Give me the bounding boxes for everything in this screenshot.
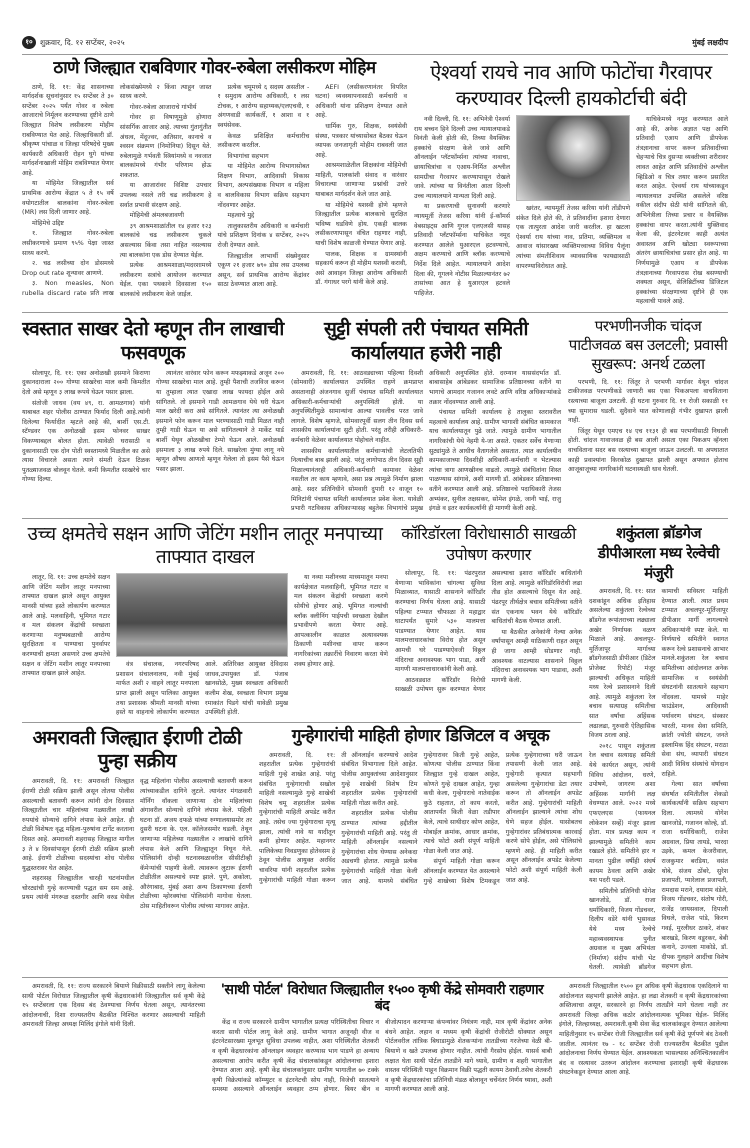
article-text [212,1018,552,1095]
paragraph: अमरावती, दि. ११: शहरातील प्रत्येक गुन्हेगारांची माहिती गुन्हे शाखेत आहे. परंतु संबंधित गुन्हेगाराची सखोल माहिती नसल्यामुळे गुन्हे शाखेची विशेष चमू शहरातील प्रत्येक गुन्हेगारांची माहिती अपडेट करीत आहे. तसेच ज्या गुन्हेगाराचा मृत्यू झाला, त्यांची नावे या यादीतून कमी होणार आहेत. महानगर पालिकेच्या निवडणुका होतेवसम हे ठेवून पोलीस आयुक्त अरविंद चावरिया यांनी शहरातील प्रत्येक गुन्हेगारांची माहिती गोळा करून ती ऑनलाईन करण्याचे आदेश संबंधित विभागाला दिले आहेत. पोलीस आयुक्तांच्या आदेशानुसार गुन्हे शाखेची विशेष टिम शहरातील प्रत्येक गुन्हेगारांची माहिती गोळा करीत आहे. [259,751,418,884]
issue-date: शुक्रवार, दि. १२ सप्टेंबर, २०२५ [40,38,125,47]
article-center [212,982,552,1095]
paragraph: ३९ आश्रमशाळांतील १४ हजार १२३ बालकांचे चढ लसीकरण चुकले असल्यास किंवा तसा नाहित नसल्यास त्या बालकांना एक डोस देण्यात येईल. [119,222,212,259]
paragraph: महत्वाचे मुद्दे [227,212,255,220]
story-corridor [395,523,582,695]
headline: परभणीनजीक चांदज पाटीजवळ बस उलटली; प्रवासी सुखरूप: अनर्थ टळला [568,316,728,373]
paragraph: वंत्र संचालक, नगरपरिषद प्रशासन संचालनालय, नवी मुंबई मार्फत अशी २ वाहने लातूर मनपाला प्राप्त झाली असून पालिका आयुक्त तथा प्रशासक श्रीमती मानसी यांच्या हस्ते या वाहनाचे लोकार्पण करण्यात आले. अतिरिक्त आयुक्त देविदास जाधव,उपायुक्त डॉ. पंजाब खानसोळे, मुख्य स्वच्छता अधिकारी कलीम शेख, स्वच्छता विभाग प्रमुख रमाकांत पिडगे यांची यावेळी प्रमुख उपस्थिती होती. [116,661,288,717]
paragraph: १. जिल्ह्यात गोवर-रुबेला लसीकरणाचे प्रमाण ९५% पेक्षा जास्त साध्य करणे. [22,230,114,257]
story-aishwarya [414,59,728,308]
row-3-4 [22,523,728,973]
paragraph: लातूर, दि. ११: उच्च क्षमतेचे सक्षन आणि जेटिंग मशीन लातूर मनपाच्या ताफ्यात दाखल झाले असून आयुक्त मानसी यांच्या हस्ते लोकार्पण करण्यात आले आहे. मलवाहिनी, भूमिगत गटार व मल संकलन केंद्रांची स्वच्छता करणाऱ्या मनुष्यबळाची आरोग्य सुरक्षितता व पाण्याचा पुनर्वापर करण्याची क्षमता असणारे उच्च क्षमतेचे सक्षन व जेटिंग मशीन लातूर मनपाच्या ताफ्यात दाखल झाले आहेत. [22,574,110,678]
story-shakuntala [589,523,728,973]
paragraph: याचिकेमध्ये नमूद करण्यात आले आहे की, अनेक अज्ञात पक्ष आणि प्रतिवादी एआय आणि डीपफेक तंत्रज्ञानाचा वापर करून प्रतिवादींच्या चेहऱ्याचे चित्र दुसऱ्या व्यक्तीच्या शरीरावर लावत आहेत आणि प्रतिवादीचे अश्लील व्हिडिओ व चित्र तयार करून प्रसारित करत आहेत. ऐश्वर्या राय यांच्याकडून न्यायालयात उपस्थित असलेले वरिष्ठ वकील संदीप सेठी यांनी सांगितले की, अभिनेत्रीला तिच्या प्रचार व वैयक्तिक हक्कांचा वापर करता.त्यांनी युक्तिवाद केला की, इंटरनेटवर काही अत्यंत अवास्तव आणि खोट्या स्वरूपाच्या अंतरंग छायाचित्रांचा प्रसार होत आहे. या निर्णयामुळे एआय व डीपफेक तंत्रज्ञानाच्या गैरवापरास रोख बसण्याची शक्यता असून, सेलिब्रिटींच्या डिजिटल हक्कांच्या संरक्षणाच्या दृष्टीने ही एक महत्वाची पावले आहे. [636,116,728,306]
headline: अमरावती जिल्ह्यात ईराणी टोळी पुन्हा सक्रीय [32,727,242,773]
paragraph: सोलापूर, दि. ११: एका अनोळखी इसमाने किराणा दुकानदाराला २०० गोण्या साखरेचा माल कमी किमतीत देतो असे म्हणून ३ लाख रूपये घेऊन पसार झाला. [22,369,150,397]
headline: शकुंतला ब्रॉडगेज डीपीआरला मध्य रेल्वेची मंजुरी [597,524,720,583]
headline: कॉरिडॉरला विरोधासाठी साखळी उपोषण करणार [401,524,576,565]
paragraph: मोहिमेचे उद्दिष्ट [32,219,64,227]
row-3 [22,523,582,718]
paragraph: प्रत्येक आश्रमशाळा/मदरशामध्ये लसीकरण सत्रांचे आयोजन करण्यात येईल. एका पथकाने दिवसाला १५० बालकांचे लसीकरण केले जाईल. [119,262,212,299]
paragraph: या मोहिमेचे यशस्वी होणे म्हणजे जिल्ह्यातील प्रत्येक बालकाचे सुरक्षित भविष्य घडविणे होय. एकही बालक लसीकरणापासून वंचित राहणार नाही, याची विशेष काळजी घेण्यात येणार आहे. [315,201,407,248]
paragraph: शासकीय कार्यालयातील कर्मचाऱ्यांची लेटलतिफी नित्याचीच बाब झाली आहे. परंतु लागोपाठ तीन दिवस सुट्टी मिळाल्यानंतरही अधिकारी-कर्मचारी कामावर वेळेवर नसतील तर काय म्हणावे, असा प्रश्न त्यामुळे निर्माण झाला आहे. सदर प्रतिनिधीने सोमवारी दुपारी १२ वाजून १० मिनिटांनी पंचायत समिती कार्यालयात प्रवेश केला. यावेळी प्रभारी गटविकास अधिकाऱ्यासह बहुतेक विभागांचे प्रमुख अधिकारी अनुपस्थित होते. दरम्यान याससंदर्भात डॉ. बाबासाहेब आंबेडकर सामाजिक प्रतिष्ठानच्या वतीने या भागाचे आमदार गजानन लवटे आणि वरिष्ठ अधिकाऱ्यांकडे तक्रार नोंदवण्यात आली आहे. [291,369,561,513]
story-criminal-data [259,727,582,886]
paragraph: या मोहिमेत जिल्ह्यातील सर्व प्राथमिक आरोग्य केंद्रात ५ ते १५ वर्षे वयोगटातील बालकांना गोवर-रुबेला (MR) लस दिली जाणार आहे. [22,180,114,217]
paragraph: अमरावती, दि. ११: सात दशकांहून अधिक इतिहास असलेल्या शकुंतला रेल्वेच्या ब्रॉडगेज रूपांतराच्या लढ्याला अखेर निर्णायक वळण मिळाले आहे. अचलपूर-मूर्तिजापूर मार्गाच्या ब्रॉडगेजसाठी डीपीआर (डिटेल प्रोजेक्ट रिपोर्ट) मंजूर झाल्याची अधिकृत माहिती मध्य रेल्वे प्रशासनाने दिली आहे. त्यामुळे शकुंतला रेल बचाव सत्याग्रह समितीचा सात वर्षांचा अहिंसक लढालढा, गुरुवारी ऐतिहासिक विजय ठरला आहे. [589,588,656,740]
paragraph: अमरावती, दि. ११: आठवड्याच्या पहिल्या दिवशी (सोमवारी) कार्यालयात उपस्थित राहणे क्रमप्राप्त असतानाही अंजनगाव सुर्जी पंचायत समिती कार्यालयात अधिकारी-कर्मचाऱ्यांची अनुपस्थिती होती. या अनुपस्थितीमुळे सामान्यांना आल्या पावलीच परत जावे लागले. विशेष म्हणजे, सोमवारपूर्वी सलग तीन दिवस सर्व शासकीय कार्यालयांना सुटी होती. परंतु तरीही अधिकारी-कर्मचारी वेळेवर कार्यालयात पोहोचले नाहीत. [291,369,423,445]
paragraph: ३. Non measles, Non rubella discard rate प्रति लाख लोकसंख्येमध्ये २ किंवा त्याहून जास्त साध्य करणे. [22,83,212,298]
headline: सुट्टी संपली तरी पंचायत समिती कार्यालयात हजेरी नाही [324,317,528,364]
headline: ठाणे जिल्ह्यात राबविणार गोवर-रुबेला लसीकरण मोहिम [53,58,376,78]
headline: उच्च क्षमतेचे सक्षन आणि जेटिंग मशीन लातूर मनपाच्या ताफ्यात दाखल [27,523,383,569]
paragraph: गेल्या सात वर्षांच्या संघर्षात समितीतील शेकडो कार्यकर्त्यांनी सक्रिय सहभाग दिला. त्यामध्ये योगेश खानजोडे, गजानन कोल्हे, डॉ. राजा धर्माधिकारी, राजेश अग्रवाल, प्रिया तायडे, भारदा उइके, कमल केजरीवाल, राजकुमार बरडिया, वसंत थोबे, संजय ठोंबरे, सुरेश प्रजापती, प्यारेलाल प्रजापती, रामदास मराने, दयाराम वंडेले, विजय गोंडचवर, संतोष गोरी, राजेंद्र जायसवाल, दिपाली विघले, राजेश पांडे, किरण गवई, मुरलीधर ठाकरे, शंकर बारखडे, किरण वडूरकर, बेबी कनाने, उज्वला माकोडे, डॉ. दीपक गुलहाने आदींचा विशेष सहभाग होता. [661,781,728,971]
article-body [259,751,582,886]
story-parbhani-bus [568,317,728,476]
paragraph: या प्रकरणाची सुनावणी करणारे न्यायमूर्ती तेजस करिया यांनी ई-कॉमर्स वेबसाइट्स आणि गूगल एलएलसी यासह प्रतिवादी प्लॅटफॉर्म्सना याचिकेत नमूद करण्यात आलेले युआरएल हटवण्याचे, अक्षम करण्याचे आणि ब्लॉक करण्याचे निर्देश दिले आहेत. न्यायालयाने आदेश दिला की, गूगलने नोटीस मिळाल्यानंतर ७२ तासांच्या आत हे युआरएल हटवले पाहिजेत. [414,203,510,297]
paper-name: मुंबई लक्षदीप [692,38,728,47]
paragraph: जिंतूर येथून एमएच १४ एच ११३१ ही बस परभणीसाठी निघाली होती. चांदज गावाजवळ ही बस आली असता एका पिकअप व्हॅनला वाचविताना सदर बस रस्त्याच्या बाजूला जाऊन उलटली. या अपघातात काही प्रवाश्यांना किरकोळ दुखापत झाली असून अपघात होताच आजूबाजूच्या नागरिकांनी घटनास्थळी धाव घेतली. [568,427,728,474]
jetting-machine-photo [116,573,288,657]
paragraph: पालक, शिक्षक व ग्रामस्थांनी सहकार्य करून ही मोहीम यशस्वी करावी, असे आवाहन जिल्हा आरोग्य अधिकारी डॉ. गंगाधर परगे यांनी केले आहे. [315,250,408,287]
paragraph: गोवर-रुबेला आजाराचे गांभीर्य [129,103,197,111]
paragraph: अमरावती जिल्ह्यातील १५०० हून अधिक कृषी केंद्रधारक एकदिलाने या आंदोलनात सहभागी झालेले आहेत. हा लढा शेतकरी व कृषी केंद्रधारकांच्या अस्तित्वाचा असून, सरकारने हा निर्णय तातडीने मागे घेतला नाही तर अमरावती जिल्हा अधिक कठोर आंदोलनात्मक भूमिका घेईल- मिलिंद इंगोले, जिल्हाध्यक्ष, अमरावती.कृषी सेवा केंद्र चालकांकडून देण्यात आलेल्या माहितीनुसार १५ सप्टेंबर रोजी जिल्ह्यातील सर्व कृषी केंद्रे पूर्णपणे बंद ठेवली जातील. त्यानंतर १७ - १८ सप्टेंबर रोजी राज्यस्तरीय बैठकीत पुढील आंदोलनाचा निर्णय घेण्यात येईल. आवश्यकता भासल्यास अनिश्चितकालीन बंद व रस्त्यावर उतरून आंदोलन करण्याचा इशाराही कृषी केंद्रधारक संघटनेकडून देण्यात आला आहे. [559,983,728,1077]
row-2 [22,317,728,514]
section-divider [22,722,582,723]
article-body [22,83,407,300]
article-body [568,378,728,475]
paragraph: केवळ प्रशिक्षित कर्मचारीच लसीकरण करतील. [217,132,310,150]
article-body [395,569,582,695]
paragraph: या मोहिमेत आरोग्य विभागासोबत शिक्षण विभाग, आदिवासी विकास विभाग, अल्पसंख्याक विभाग व महिला व बालविकास विभाग सक्रिय सहभाग नोंदवणार आहेत. [217,163,310,209]
paragraph: संतोजी जाधव (वय ४९, रा. आमळगाव) यांनी याबाबत शहर पोलीस ठाण्यात फिर्याद दिली आहे.त्यांनी दिलेल्या फिर्यादीत म्हटले आहे की, बार्शी एस.टी. स्टॅण्डवर एक अनोळखी इसम फोनवर साखर विकण्याबद्दल बोलत होता. त्यावेळी घरासाठी व दुकानासाठी एक दोन पोती स्वस्तामध्ये मिळतील का असे त्यास विचारले असता त्याने संमती देऊन टिळक पुतळ्याजवळ बोलवून घेतले. कमी किमतीत साखरेचे चार गोण्या दिल्या. [22,399,150,484]
paragraph: समितीचे प्रतिनिधी योगेश खानजोडे, डॉ. राजा धर्माधिकारी, विजय गोंडचवर, दिलीप वडेरे यांनी भुसावळ येथे मध्य रेल्वेचे महाव्यवस्थापक पुनीत अग्रवाल व मुख्य अभियंता (निर्माण) संदीप यांची भेट घेतली. त्यावेळी ब्रॉडगेज कामाची सविस्तर माहिती देण्यात आली. त्यात प्रथम टप्प्यात अचलपूर-मूर्तिजापूर डीपीआर मार्गी लागल्याचे अधिकाऱ्यांनी स्पष्ट केले. या निर्णयाचे समितीने स्वागत करून रेल्वे प्रशासनाचे आभार मानले.शकुंतला रेल बचाव समितीच्या आंदोलनात अनेक सामाजिक व स्वयंसेवी संघटनांनी सातत्याने सहभाग नोंदवला. यामध्ये माहेर फाउंडेशन, आदिवासी पर्यावरण संघटन, संस्कार भारती, मानव सेवा समिति, क्रांती ज्योती संघटन, जनते इस्लामिक हिंद संघटन, मराठा सेवा संघ, व्यापारी संघटन आदी विविध संस्थांचे योगदान राहिले. [589,588,728,972]
story-irani-gang [22,727,252,911]
article-column [22,573,110,680]
article-body [589,587,728,973]
paragraph: या नव्या मशीनच्या माध्यमातून मनपा कार्यक्षेत्रात मलवाहिनी, भूमिगत गटार व मल संकलन केंद्रांची स्वच्छता करणे सोयीचे होणार आहे. भूमिगत नाल्यांची ब्लॉक क्लीनिंग पाईपची स्वच्छता देखील प्रभावीपणे करता येणार आहे. आपत्कालीन काळात अत्यावश्यक ठिकाणी मशीनचा वापर करून नागरिकांच्या तक्रारींचे निवारण करता येणे शक्य होणार आहे. [294,574,388,668]
paragraph: सोलापूर, दि. ११: पंढरपुरात येणाऱ्या भाविकांना चांगल्या सुविधा मिळाव्यात, यासाठी शासनाने कॉरिडॉर करण्याचा निर्णय घेतला आहे. यासाठी पहिल्या टप्प्यात चौफाळा ते महाद्वार घाटापर्यंत सुमारे ५३० मालमत्ता पाडण्यात येणार आहेत. यास मालमत्ताधारकांचा विरोध होत असून आमची घरे पाडण्याऐवजी विठ्ठल मंदिराचा अनावश्यक भाग पाडा, अशी मागणी मालमत्ताधारकांनी केली आहे. [395,570,486,674]
story-sugar-fraud [22,317,284,485]
paragraph: अमरावती, दि. ११: राज्य सरकारने बियाणे विक्रीसाठी सक्तीने लागू केलेल्या साथी पोर्टल विरोधात जिल्ह्यातील कृषी केंद्रधारकांनी जिल्ह्यातील सर्व कृषी केंद्रे १५ सप्टेंबरला एक दिवस बंद ठेवण्याचा निर्णय घेतला असून, त्यानंतरच्या आंदोलनाची, दिशा राज्यस्तरीय बैठकीत निश्चित करणार असल्याची माहिती अमरावती जिल्हा अध्यक्ष मिलिंद इंगोले यांनी दिली. [22,983,205,1029]
paragraph: ठाणे, दि. ११: केंद्र शासनाच्या मार्गदर्शक सूचनांनुसार १५ सप्टेंबर ते ३० सप्टेंबर २०२५ पर्यंत गोवर व रुबेला आजाराचे निर्मूलन करण्याच्या दृष्टीने ठाणे जिल्ह्यात विशेष लसीकरण मोहीम राबविण्यात येत आहे. जिल्हाधिकारी डॉ. श्रीकृष्ण पांचाळ व जिल्हा परिषदेचे मुख्य कार्यकारी अधिकारी रोहन घुगे यांच्या मार्गदर्शनाखाली मोहिम राबविण्यात येणार आहे. [22,83,114,177]
paragraph: आठवड्यात कॉरिडॉर विरोधी साखळी उपोषण सुरू करण्यात येणार असल्याचा इशारा कॉरिडॉर बाधितांनी दिला आहे. त्यामुळे कॉरिडॉरविरोधी लढा तीव्र होत असल्याचे दिसून येत आहे. पंढरपूर तीर्थक्षेत्र बचाव समितीच्या वतीने संत एकनाथ भवन येथे कॉरिडॉर बाधितांची बैठक घेण्यात आली. [395,570,582,694]
paragraph: या बैठकीत अनेकांनी गेल्या अनेक वर्षांपासून आम्ही याठिकाणी राहत असून ही जागा आम्ही सोडणार नाही. आवश्यक वाटल्यास शासनाने विठ्ठल मंदिराचा अनावश्यक भाग पाडावा, अशी मागणी केली. [491,628,582,684]
section-divider [22,977,728,978]
paragraph: अमरावती, दि. ११: अमरावती जिल्ह्यात ईराणी टोळी सक्रिय झाली असून तोतया पोलीस असल्याची बतावणी करून त्यांनी दोन दिवसात जिल्ह्यातील चार महिलांच्या गळ्यातील लाखो रुपयांचे सोन्याचे दागिने लंपास केले आहेत. ही टोळी विशेषतः वृद्ध महिला-पुरुषांना टार्गेट करताना दिसत आहे. अमरावती शहरासह जिल्ह्यात मागील ३ ते ४ दिवसांपासून ईराणी टोळी सक्रिय झाली आहे. ईराणी टोळीच्या सदस्यांचा शोध पोलीस युद्धस्तरावर घेत आहेत. [22,778,134,872]
paragraph: AEFI (लसीकरणानंतर विपरित घटना) व्यवस्थापनासाठी कर्मचारी व अधिकारी यांना प्रशिक्षण देण्यात आले आहे. [315,83,407,120]
headline: ऐश्वर्या रायचे नाव आणि फोटोंचा गैरवापर करण्यावर दिल्ली हायकोर्टाची बंदी [430,60,712,110]
article-columns [414,115,728,308]
story-sathi-portal [22,982,728,1095]
aishwarya-photo [516,115,630,201]
paragraph: आश्रमशाळेतील शिक्षकांना मोहिमेची माहिती, पालकांशी संवाद व वारंवार विचारल्या जाणाऱ्या प्रश्नांची उत्तरे याबाबत मार्गदर्शन केले जात आहे. [315,162,407,199]
article-body [22,369,284,485]
article-columns [22,573,388,718]
header-divider [22,54,728,55]
article-body [22,777,252,911]
story-panchayat [291,317,561,514]
paragraph: केंद्र व राज्य सरकारने ग्रामीण भागातील प्रत्यक्ष परिस्थितीचा विचार न करता साथी पोर्टल लागू केले आहे. ग्रामीण भागात अजूनही वीज व इंटरनेटसारख्या मूलभूत सुविधा उपलब्ध नाहीत, अशा परिस्थितीत शेतकरी व कृषी केंद्रधारकांना ऑनलाइन व्यवहार करण्यास भाग पाडणे हा अन्याय असल्याचा आरोप करीत कृषी केंद्र संचालकांकडून आंदोलनाचा इशारा देण्यात आला आहे. कृषी केंद्र संचालकांनुसार ग्रामीण भागातील ७० टक्के कृषी विक्रेत्यांकडे कॉम्प्युटर व इंटरनेटची सोय नाही, विजेची सातत्याने समस्या असल्याने ऑनलाईन व्यवहार ठप्प होणार. बियर बीन व बीजोत्पादन करणाऱ्या कंपन्यांवर नियंत्रण नाही, मात्र कृषी केंद्रांवर अनेक बंधने आहेत. लहान व मध्यम कृषी केंद्रांची रोजीरोटी धोक्यात असून पोर्टलवरील तांत्रिक बिघाडामुळे शेतकऱ्यांना तातडीच्या गरजेच्या वेळी बी-बियाणे व खते उपलब्ध होणार नाहीत. त्यांची गैरसोय होईल. यासर्व बाबी लक्षात घेता साथी पोर्टल तातडीने मागे घ्यावे, ग्रामीण व शहरी भागातील वास्तव परिस्थिती पाहून विक्रमान विक्री पद्धती कायम ठेवावी.तसेच शेतकरी व कृषी केंद्रधारकांचा प्रतिनिधी मंडळ बोलावून चर्चेनंतर निर्णय घ्यावा, अशी मागणी करण्यात आली आहे. [212,1019,552,1094]
paragraph: विभागांचा सहभाग [227,152,269,160]
article-text [516,204,630,271]
headline: 'साथी पोर्टल' विरोधात जिल्ह्यातील १५०० कृषी केंद्रे सोमवारी राहणार बंद [220,982,544,1015]
article-column [116,573,288,718]
section-divider [22,312,728,313]
page-header [22,36,728,50]
paragraph: शहरासह जिल्ह्यातील चारही घटनांमधील चोरट्यांची गुन्हे करण्याची पद्धत सम सम आहे. प्रथम त्यांनी मंगरूळ दस्तगीर आणि वरुड येथील वृद्ध महिलांना पोलीस असल्याची बतावणी करून त्यांच्याकडील दागिने लुटले. त्यानंतर मंगळवारी मॉर्निंग वॉकला जाणाऱ्या दोन महिलांच्या अंगावरील सोन्याचे दागिने लंपास केले. पहिली घटना डॉ. अजय दफळे यांच्या रुग्णालयासमोर तर दुसरी घटना के. एल. कॉलेजसमोर घडली. तेथून जाणाऱ्या महिलेच्या गळ्यातील २ लाखांचे दागिने लंपास केले आणि जिल्ह्यातून निघून गेले. पोलिसांनी दोन्ही घटनास्थळावरील सीसीटीव्ही कॅमेऱ्यांची पाहणी केली. त्यावरून लुटारू ईराणी टोळीतील असल्याचे स्पष्ट झाले. पुणे, अकोला, औरंगाबाद, मुंबई अशा अन्य ठिकाणच्या ईराणी टोळीच्या म्होरक्यांचा पोलिसांनी मागोवा घेतला. ठोस माहितीवरून पोलीस त्यांच्या मागावर आहेत. [22,778,252,911]
paragraph: पंचायत समिती कार्यालय हे तालुका स्तरावरील महत्वाचे कार्यालय आहे. ग्रामीण भागाशी संबंधित कामकाज याच कार्यालयातून पुढे जाते. त्यामुळे ग्रामीण भागातील नागरिकांची येथे नेहमी ये-जा असते. एकतर सर्वेच येणाऱ्या सुट्यांमुळे ते आधीच वैतागलेले असतात. त्यात कार्यालयीन कामकाजाच्या दिवशीही अधिकारी-कर्मचारी न भेटल्यास त्यांचा त्रागा आणखीनच वाढतो. त्यामुळे संबंधितांना शिस्त पाळण्यास सांगावे, अशी मागणी डॉ. आंबेडकर प्रतिष्ठानच्या वतीने करण्यात आली आहे. प्रतिष्ठानचे पदाधिकारी तेजस अभ्यंकर, सुनील तक्षसकर, सोमेश इंगळे, जानी भाई, राजु इंगळे व इतर कार्यकर्त्यांनी ही मागणी केली आहे. [429,409,561,513]
story-thane [22,59,407,300]
paragraph: तालुकास्तरीय अधिकारी व कर्मचारी यांचे प्रशिक्षण दिनांक ४ सप्टेंबर, २०२५ रोजी देण्यात आले. [217,222,310,250]
row-4 [22,727,582,911]
headline: स्वस्तात साखर देतो म्हणून तीन लाखाची फसवणूक [22,317,284,364]
paragraph: मोहिमेची अंमलबजावणी [129,212,184,220]
article-column [516,115,630,272]
article-column [559,982,728,1079]
paragraph: संपूर्ण माहिती गोळा करून ऑनलाईन करण्यात येत असल्याने गुन्हे शाखेच्या विशेष टिमकडून प्रत्येक गुन्हेगाराच्या घरी जाऊन तपासणी केली जात आहे. गुन्हेगारी कृत्यात सहभागी असलेल्या गुन्हेगारांचा डेटा तयार करून तो ऑनलाईन अपडेट करीत आहे. गुन्हेगारांची माहिती ऑनलाईन झाल्याने त्यांचा शोध घेणे सहज होईल. यासोबतच गुन्हेगारांवर प्रतिबंधात्मक कारवाई करणे सोपे होईल, असे पोलिसांचे म्हणणे आहे. ही माहिती करीत असून ऑनलाईन अपडेट केलेल्या फोटो अशी संपूर्ण माहिती केली जात आहे. [423,751,582,885]
page-number-badge: १० [22,36,36,49]
headline: गुन्हेगारांची माहिती होणार डिजिटल व अचूक [291,726,550,747]
article-column [414,115,510,299]
paragraph: नवी दिल्ली, दि. ११: अभिनेत्री ऐश्वर्या राय बच्चन हिने दिल्ली उच्च न्यायालयाकडे विनंती केली होती की, तिच्या वैयक्तिक हक्कांचे संरक्षण केले जावे आणि ऑनलाईन प्लॅटफॉर्म्सना त्यांच्या नावाचा, छायाचित्रांचा व एआय-निर्मित अश्लील सामग्रीचा गैरवापर करण्यापासून रोखले जावे. त्यांच्या या विनंतीला आता दिल्ली उच्च न्यायालयाने मान्यता दिली आहे. [414,116,510,200]
paragraph: या आजारांवर विशिष्ट उपचार उपलब्ध नसले तरी चढ लसीकरण हे सर्वात प्रभावी संरक्षण आहे. [119,182,212,209]
article-text [116,660,288,718]
paragraph: २०१८ पासून शकुंतला रेल बचाव सत्याग्रह समिती येथे कार्यरत असून, त्यांनी विविध आंदोलन, धरणे, उपोषणे, जागरण अशा अहिंसक मार्गांनी लक्ष वेधण्यात आले. २०२२ मध्ये एफएलएस (फायनल लोकेशन सर्व्हे) मंजूर झाला होता. मात्र प्रत्यक्ष काम न झाल्यामुळे समितीने काम रखडले होते. समितीने हार न मानता पुढील वर्षीही संघर्ष कायम ठेवला आणि अखेर यश पदरी पडले. [589,742,656,885]
paragraph: खरंतर, न्यायमूर्ती तेजस करिया यांनी तोंडीपणे संकेत दिले होते की, ते प्रतिवादींना इशारा देणारा एक तात्पुरता आदेश जारी करतील. हा खटला ऐश्वर्या राय यांच्या नाव, प्रतिमा, व्यक्तिमत्व व आवाज यांसारख्या व्यक्तिमत्त्वाच्या विविध पैलूंना त्यांच्या संमतीशिवाय व्यावसायिक फायद्यासाठी वापरण्याविरोधात आहे. [516,205,630,270]
paragraph: त्यानंतर वारंवार फोन करून मफझ्याकडे अजून २०० गोण्या साखरेचा माल आहे. तुम्ही पैशाची तजविज करून या तुम्हाला त्यात एखादा लाख फायदा होईल असे सांगितले. तो इसमाने गाडी आमळगाव येथे घरी घेऊन माल खरेदी करा असे सांगितले. त्यानंतर त्या अनोळखी इसमाने फोन करून माल भरण्यासाठी गाडी मिळत नाही तुम्ही गाडी घेऊन या असे सांगितल्याने ते मार्केट यार्ड बार्शी येथून ओळखीचा टेम्पो घेऊन आले. अनोळखी इसमाला ३ लाख रुपये दिले. साखरेला मुंग्या लागू नये म्हणून औषध आणतो म्हणून गेलेला तो इसम पैसे घेऊन पसार झाला. [156,369,284,473]
paragraph: धार्मिक गुरु, शिक्षक, स्वयंसेवी संस्था, पत्रकार यांच्यासोबत बैठका घेऊन व्यापक जनजागृती मोहीम राबवली जात आहे. [315,122,407,159]
paragraph: शहरातील प्रत्येक पोलीस ठाण्यात त्यांच्या हद्दीतील गुन्हेगारांची माहिती आहे. परंतु ती माहिती ऑनलाईन नसल्याने गुन्हेगारांचा शोध घेण्यास अनेकदा अडचणी होतात. त्यामुळे प्रत्येक गुन्हेगारांची माहिती गोळा केली जात आहे. यामध्ये संबंधित गुन्हेगारावर किती गुन्हे आहेत, कोणत्या पोलीस ठाण्यात किंवा जिल्ह्यात गुन्हे दाखल आहेत, कोणते गुन्हे दाखल आहेत, गुन्हा कधी केला, गुन्हेगाराचे नातेवाईक कुठे राहतात, तो काय करतो, आतापर्यंत किती वेळा तडीपार केले, त्याचे साथीदार कोण आहेत, मोबाईल क्रमांक, आधार क्रमांक, त्याचे फोटो अशी संपूर्ण माहिती गोळा केली जात आहे. [341,751,500,885]
left-block [22,523,582,911]
paragraph: जिल्ह्यातील लाभार्थी संख्येनुसार एकूण २१ हजार ७९० डोस लस उपलब्ध असून, सर्व प्राथमिक आरोग्य केंद्रांवर साठा ठेवण्यात आला आहे. [217,252,310,289]
paragraph: प्रत्येक चमूमध्ये ६ सदस्य असतील - १ समुदाय आरोग्य अधिकारी, १ लस टोचक, १ आरोग्य सहाय्यक/एलएचवी, १ अंगणवाडी कार्यकर्ती, १ आशा व १ स्वयंसेवक. [217,83,310,129]
article-column [294,573,388,670]
article-column [22,982,205,1031]
row-1 [22,59,728,308]
article-column [636,115,728,308]
paragraph: २. चढ लसीच्या दोन डोसमध्ये Drop out rate शून्यावर आणणे. [22,260,114,277]
story-latur-machine [22,523,388,718]
section-divider [22,518,728,519]
paragraph: परभणी, दि. ११: जिंतूर ते परभणी मार्गावर येथून चांदज टाकीजवळ परभणीकडे जाणारी बस एका पिकअपला वाचविताना रस्त्याच्या बाजूला उलटली. ही घटना गुरुवार दि. ११ रोजी सकाळी ११ च्या सुमारास घडली. सुदैवाने यात कोणालाही गंभीर दुखापत झाली नाही. [568,378,728,425]
paragraph: गोवर हा विषाणूमुळे होणारा सांसर्गिक आजार आहे. त्याच्या गुंतागुंतीत अंधत्व, मेंदूज्वर, अतिसार, कानाचे व श्वसन संक्रमण (निमोनिया) दिसून येते. रुबेलामुळे गर्भवती स्त्रियांमध्ये व नवजात बालकांमध्ये गंभीर परिणाम होऊ शकतात. [119,114,212,179]
article-body [291,369,561,514]
